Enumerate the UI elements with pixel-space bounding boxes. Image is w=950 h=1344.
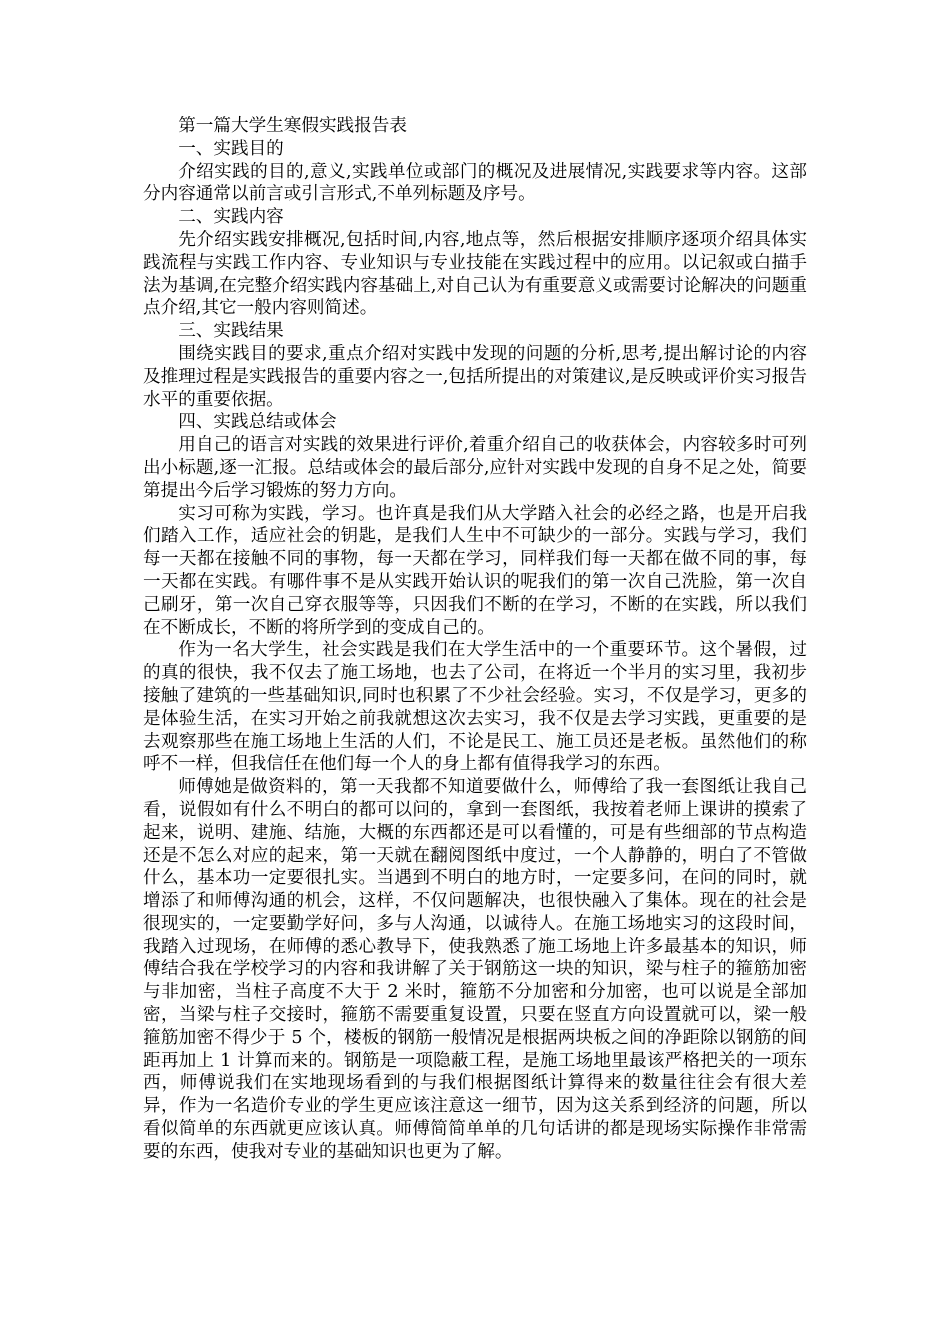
document-page [143,115,807,1164]
paragraph-social-practice: 作为一名大学生，社会实践是我们在大学生活中的一个重要环节。这个暑假，过的真的很快，我不仅去了施工场地，也去了公司，在将近一个半月的实习里，我初步接触了建筑的一些基础知识,同时也积累了不少社会经验。实习，不仅是学习，更多的是体验生活，在实习开始之前我就想这次去实习，我不仅是去学习实践，更重要的是去观察那些在施工场地上生活的人们，不论是民工、施工员还是老板。虽然他们的称呼不一样，但我信任在他们每一个人的身上都有值得我学习的东西。 [143,640,807,775]
paragraph-internship-intro: 实习可称为实践，学习。也许真是我们从大学踏入社会的必经之路，也是开启我们踏入工作，适应社会的钥匙，是我们人生中不可缺少的一部分。实践与学习，我们每一天都在接触不同的事物，每一天都在学习，同样我们每一天都在做不同的事，每一天都在实践。有哪件事不是从实践开始认识的呢我们的第一次自己洗脸，第一次自己刷牙，第一次自己穿衣服等等，只因我们不断的在学习，不断的在实践，所以我们在不断成长，不断的将所学到的变成自己的。 [143,503,807,638]
paragraph-purpose: 介绍实践的目的,意义,实践单位或部门的概况及进展情况,实践要求等内容。这部分内容通常以前言或引言形式,不单列标题及序号。 [143,161,807,205]
heading-summary: 四、实践总结或体会 [178,412,337,433]
document-title: 第一篇大学生寒假实践报告表 [178,116,407,136]
paragraph-result: 围绕实践目的要求,重点介绍对实践中发现的问题的分析,思考,提出解讨论的内容及推理过程是实践报告的重要内容之一,包括所提出的对策建议,是反映或评价实习报告水平的重要依据。 [143,343,807,410]
paragraph-mentor: 师傅她是做资料的，第一天我都不知道要做什么，师傅给了我一套图纸让我自己看，说假如有什么不明白的都可以问的，拿到一套图纸，我按着老师上课讲的摸索了起来，说明、建施、结施，大概的东西都还是可以看懂的，可是有些细部的节点构造还是不怎么对应的起来，第一天就在翻阅图纸中度过，一个人静静的，明白了不管做什么，基本功一定要很扎实。当遇到不明白的地方时，一定要多问，在问的同时，就增添了和师傅沟通的机会，这样，不仅问题解决，也很快融入了集体。现在的社会是很现实的，一定要勤学好问，多与人沟通，以诚待人。在施工场地实习的这段时间，我踏入过现场，在师傅的悉心教导下，使我熟悉了施工场地上许多最基本的知识，师傅结合我在学校学习的内容和我讲解了关于钢筋这一块的知识，梁与柱子的箍筋加密与非加密，当柱子高度不大于 2 米时，箍筋不分加密和分加密，也可以说是全部加密，当梁与柱子交接时，箍筋不需要重复设置，只要在竖直方向设置就可以，梁一般箍筋加密不得少于 5 个，楼板的钢筋一般情况是根据两块板之间的净距除以钢筋的间距再加上 1 计算而来的。钢筋是一项隐蔽工程，是施工场地里最该严格把关的一项东西，师傅说我们在实地现场看到的与我们根据图纸计算得来的数量往往会有很大差异，作为一名造价专业的学生更应该注意这一细节，因为这关系到经济的问题，所以看似简单的东西就更应该认真。师傅简简单单的几句话讲的都是现场实际操作非常需要的东西，使我对专业的基础知识也更为了解。 [143,777,807,1162]
paragraph-summary: 用自己的语言对实践的效果进行评价,着重介绍自己的收获体会，内容较多时可列出小标题,逐一汇报。总结或体会的最后部分,应针对实践中发现的自身不足之处，简要第提出今后学习锻炼的努力方向。 [143,435,807,501]
heading-content: 二、实践内容 [178,207,284,228]
heading-purpose: 一、实践目的 [178,138,284,159]
heading-result: 三、实践结果 [178,321,284,342]
paragraph-content: 先介绍实践安排概况,包括时间,内容,地点等，然后根据安排顺序逐项介绍具体实践流程与实践工作内容、专业知识与专业技能在实践过程中的应用。以记叙或白描手法为基调,在完整介绍实践内容基础上,对自己认为有重要意义或需要讨论解决的问题重点介绍,其它一般内容则简述。 [143,229,807,319]
